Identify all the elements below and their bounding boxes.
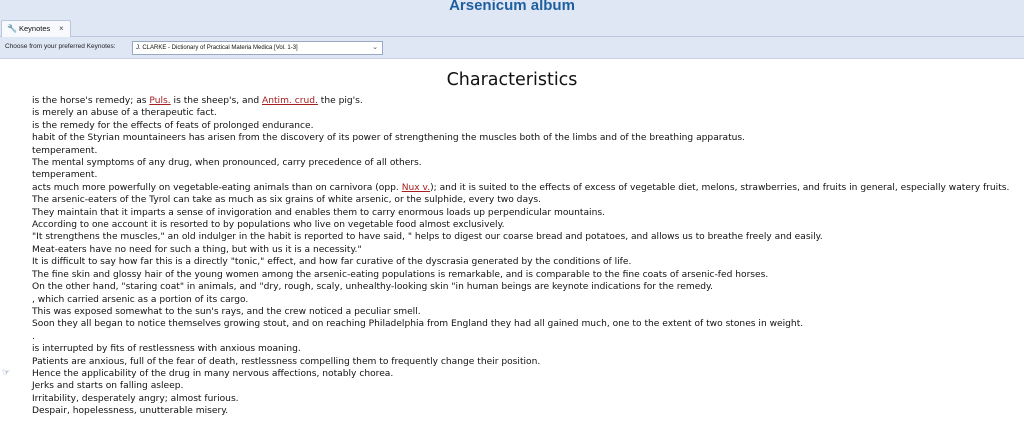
tab-keynotes[interactable] <box>1 20 71 37</box>
text-line: The arsenic-eaters of the Tyrol can take as much as six grains of white arsenic, or the sulphide, every two days. <box>32 195 542 206</box>
text-line: is merely an abuse of a therapeutic fact. <box>32 108 217 119</box>
keynotes-toolbar <box>0 37 1024 59</box>
text-line: On the other hand, "staring coat" in animals, and "dry, rough, scaly, unhealthy-looking skin "in human beings are keynote indications for the remedy. <box>32 282 714 293</box>
pointing-hand-icon[interactable]: ☞ <box>2 367 11 377</box>
text-line: The mental symptoms of any drug, when pronounced, carry precedence of all others. <box>32 158 422 169</box>
text-line: Despair, hopelessness, unutterable misery. <box>32 406 229 417</box>
section-heading: Characteristics <box>446 70 578 90</box>
text-line: They maintain that it imparts a sense of invigoration and enables them to carry enormous loads up perpendicular mountains. <box>32 207 605 218</box>
text-line: is the horse's remedy; as Puls. is the sheep's, and Antim. crud. the pig's. <box>32 96 363 106</box>
text-line: temperament. <box>32 170 98 181</box>
text-line: The fine skin and glossy hair of the young women among the arsenic-eating populations is remarkable, and is comparable to the fine coats of arsenic-fed horses. <box>32 269 769 280</box>
link-puls[interactable]: Puls. <box>149 96 171 106</box>
text-line: Hence the applicability of the drug in many nervous affections, notably chorea. <box>32 368 394 379</box>
text-line: is interrupted by fits of restlessness with anxious moaning. <box>32 344 301 355</box>
tab-strip <box>0 18 1024 37</box>
text-line: . <box>32 331 35 342</box>
text-line: Soon they all began to notice themselves growing stout, and on reaching Philadelphia from England they had all gained much, one to the extent of two stones in weight. <box>32 319 804 330</box>
link-nux-v[interactable]: Nux v. <box>401 182 431 193</box>
tab-label: Keynotes <box>19 24 51 33</box>
title-bar <box>0 0 1024 18</box>
text-line: habit of the Styrian mountaineers has arisen from the discovery of its power of strengthening the muscles both of the limbs and of the breathing apparatus. <box>32 133 746 144</box>
keynotes-select[interactable] <box>132 41 383 55</box>
chevron-down-icon: ⌄ <box>372 44 378 51</box>
text-line: Irritability, desperately angry; almost furious. <box>32 393 239 404</box>
text-line: Jerks and starts on falling asleep. <box>32 381 184 392</box>
text-line: acts much more powerfully on vegetable-eating animals than on carnivora (opp. Nux v.); and it is suited to the effects of excess of vegetable diet, melons, strawberries, and fruits in general, especially watery fruits. <box>32 182 1010 193</box>
text-line: , which carried arsenic as a portion of its cargo. <box>32 294 249 305</box>
text-line: Patients are anxious, full of the fear of death, restlessness compelling them to frequently change their position. <box>32 356 541 367</box>
wrench-icon: 🔧 <box>7 24 17 33</box>
text-line: According to one account it is resorted to by populations who live on vegetable food almost exclusively. <box>32 220 505 231</box>
keynotes-select-label: Choose from your preferred Keynotes: <box>5 43 116 50</box>
text-line: is the remedy for the effects of feats of prolonged endurance. <box>32 120 314 131</box>
text-line: It is difficult to say how far this is a directly "tonic," effect, and how far curative of the dyscrasia generated by the conditions of life. <box>32 257 632 268</box>
content-body <box>32 95 1022 418</box>
close-icon[interactable]: × <box>59 24 64 33</box>
text-line: Meat-eaters have no need for such a thing, but with us it is a necessity." <box>32 244 362 255</box>
app-title: Arsenicum album <box>449 0 575 14</box>
link-antim-crud[interactable]: Antim. crud. <box>262 96 318 106</box>
text-line: temperament. <box>32 145 98 156</box>
keynotes-select-value: J. CLARKE - Dictionary of Practical Materia Medica [Vol. 1-3] <box>136 45 298 51</box>
text-line: This was exposed somewhat to the sun's rays, and the crew noticed a peculiar smell. <box>32 306 421 317</box>
text-line: "It strengthens the muscles," an old indulger in the habit is reported to have said, " helps to digest our coarse bread and potatoes, and allows us to breathe freely and easily. <box>32 232 823 243</box>
